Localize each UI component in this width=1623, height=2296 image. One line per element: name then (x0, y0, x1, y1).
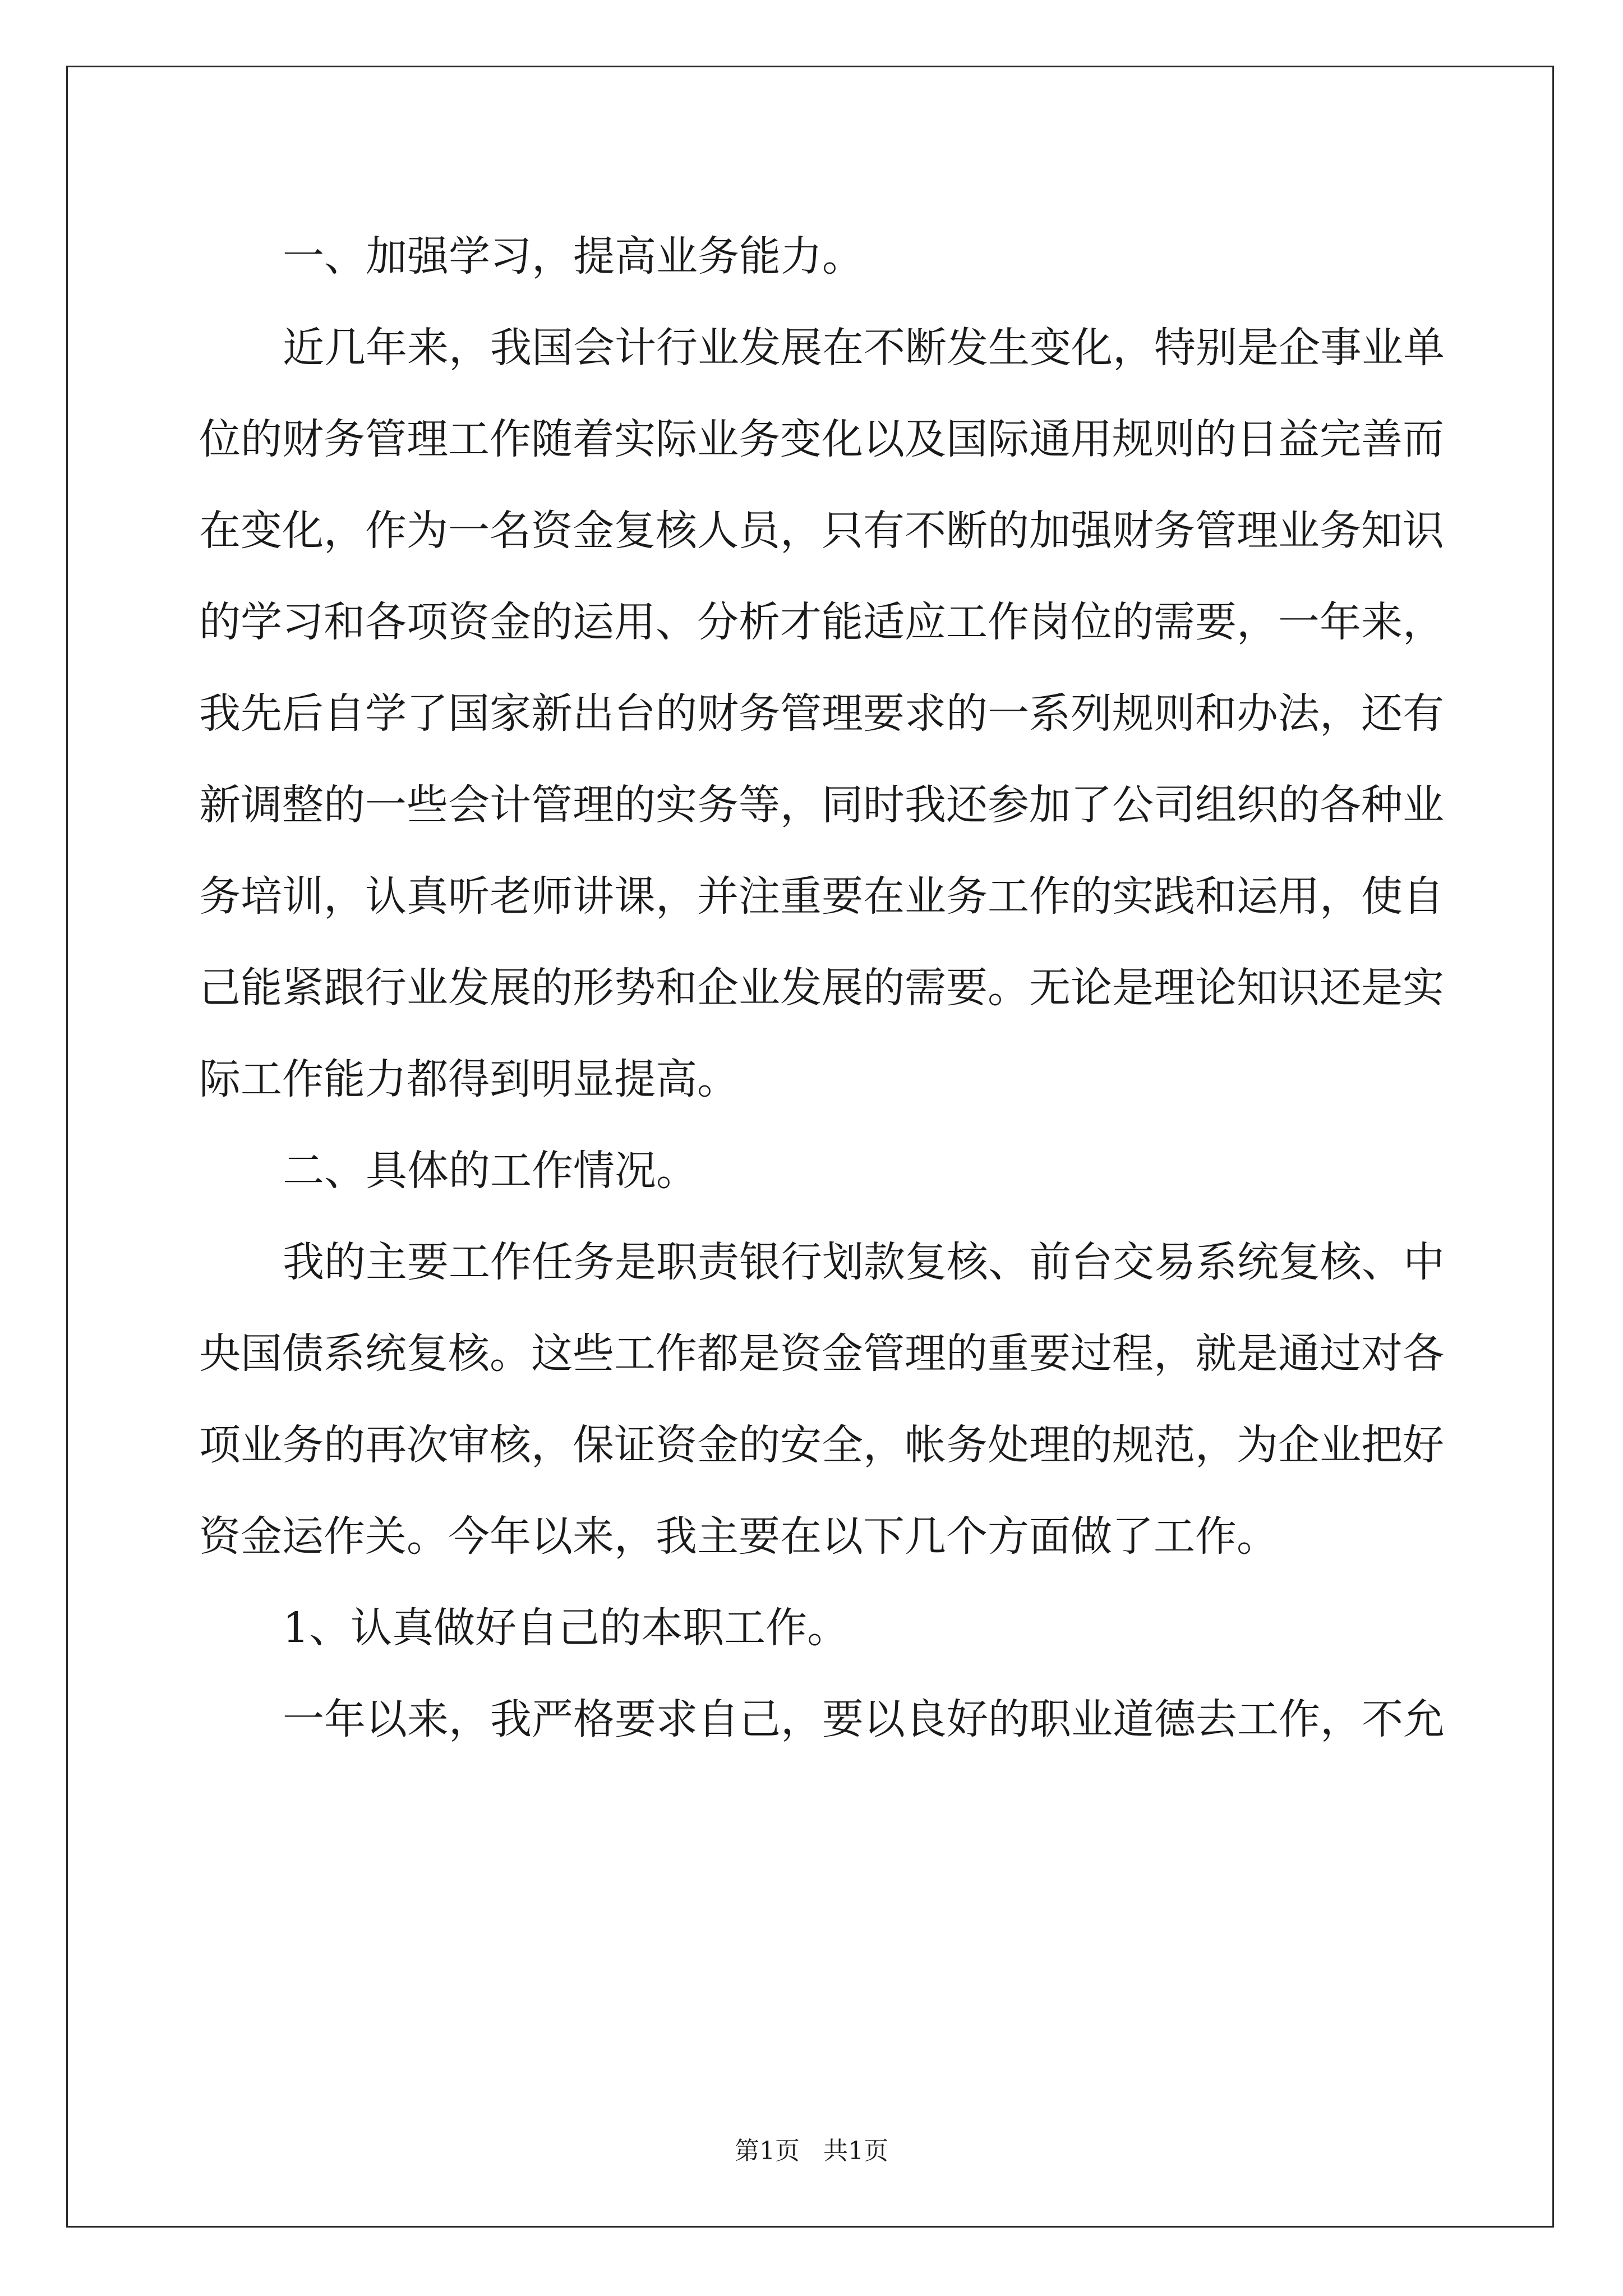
paragraph-line: 在变化，作为一名资金复核人员，只有不断的加强财务管理业务知识 (199, 507, 1444, 555)
paragraph-line: 我先后自学了国家新出台的财务管理要求的一系列规则和办法，还有 (199, 689, 1444, 738)
document-body (199, 211, 1445, 1765)
paragraph-line: 一年以来，我严格要求自己，要以良好的职业道德去工作，不允 (283, 1695, 1445, 1743)
section-heading: 1、认真做好自己的本职工作。 (283, 1604, 849, 1652)
paragraph-line: 位的财务管理工作随着实际业务变化以及国际通用规则的日益完善而 (199, 415, 1444, 463)
paragraph-line: 的学习和各项资金的运用、分析才能适应工作岗位的需要，一年来， (199, 598, 1444, 646)
paragraph-line: 新调整的一些会计管理的实务等，同时我还参加了公司组织的各种业 (199, 781, 1444, 829)
section-heading: 一、加强学习，提高业务能力。 (283, 232, 864, 280)
paragraph-line: 务培训，认真听老师讲课，并注重要在业务工作的实践和运用，使自 (199, 872, 1444, 921)
paragraph-line: 际工作能力都得到明显提高。 (199, 1055, 739, 1103)
paragraph-line: 近几年来，我国会计行业发展在不断发生变化，特别是企事业单 (283, 324, 1445, 372)
section-heading: 二、具体的工作情况。 (283, 1147, 698, 1195)
paragraph-line: 项业务的再次审核，保证资金的安全，帐务处理的规范，为企业把好 (199, 1421, 1444, 1469)
page-footer: 第1页 共1页 (735, 2137, 888, 2165)
paragraph-line: 我的主要工作任务是职责银行划款复核、前台交易系统复核、中 (283, 1238, 1445, 1286)
paragraph-line: 资金运作关。今年以来，我主要在以下几个方面做了工作。 (199, 1512, 1278, 1561)
paragraph-line: 己能紧跟行业发展的形势和企业发展的需要。无论是理论知识还是实 (199, 964, 1444, 1012)
paragraph-line: 央国债系统复核。这些工作都是资金管理的重要过程，就是通过对各 (199, 1329, 1444, 1378)
